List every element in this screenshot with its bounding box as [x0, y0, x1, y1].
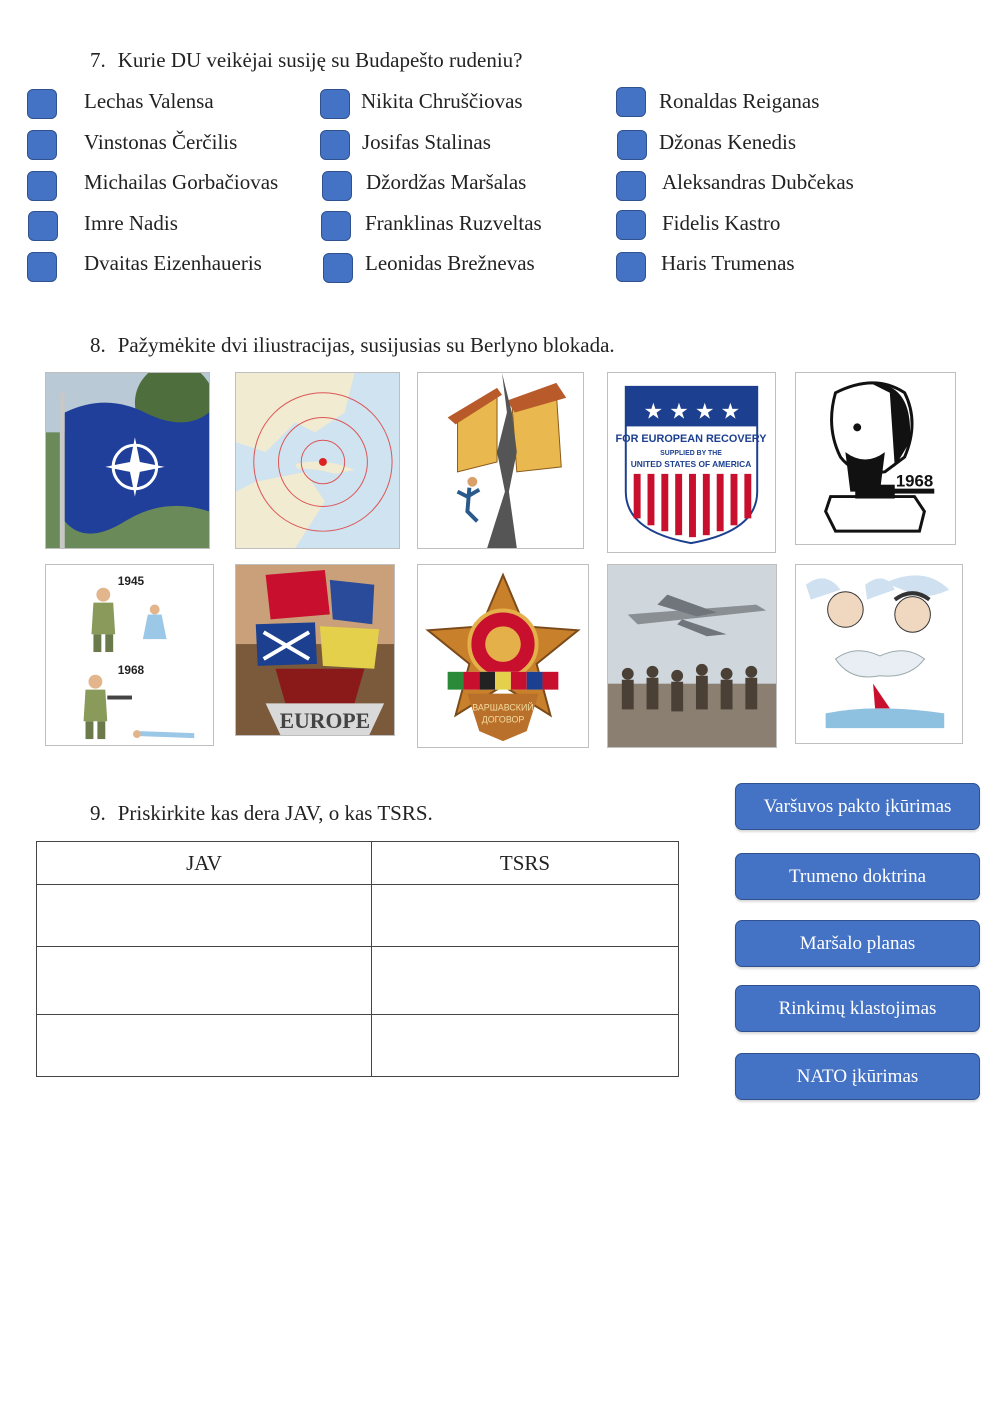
checkbox-11[interactable] [321, 211, 351, 241]
checkbox-10[interactable] [28, 211, 58, 241]
matching-table [36, 841, 679, 1077]
question-8-title: 8. Pažymėkite dvi iliustracijas, susijusias su Berlyno blokada. [90, 333, 615, 357]
checkbox-8[interactable] [322, 171, 352, 201]
checkbox-14[interactable] [323, 253, 353, 283]
checkbox-15[interactable] [616, 252, 646, 282]
option-label: Džordžas Maršalas [366, 170, 527, 194]
svg-text:★: ★ [694, 399, 715, 425]
erp-line-3: UNITED STATES OF AMERICA [630, 458, 752, 469]
option-label: Haris Trumenas [661, 251, 795, 275]
option-label: Imre Nadis [84, 211, 178, 235]
svg-text:★: ★ [720, 399, 741, 425]
badge-line-2: ДОГОВОР [481, 714, 525, 725]
option-label: Michailas Gorbačiovas [84, 170, 279, 194]
soldier-1945-1968-image[interactable] [45, 564, 214, 746]
checkbox-7[interactable] [27, 171, 57, 201]
europe-flags-ship-icon [236, 565, 394, 735]
angel-caricature-icon [796, 565, 962, 743]
drag-card-nato-ikurimas[interactable]: NATO įkūrimas [735, 1053, 980, 1100]
drop-zone-tsrs[interactable] [372, 885, 679, 947]
checkbox-1[interactable] [27, 89, 57, 119]
airlift-plane-image[interactable] [607, 564, 777, 748]
warsaw-pact-badge-icon [418, 565, 588, 747]
year-1945-label: 1945 [117, 573, 145, 588]
airlift-plane-icon [608, 565, 776, 747]
cuba-missile-map-icon [236, 373, 399, 548]
year-1968-label: 1968 [117, 662, 145, 677]
option-label: Fidelis Kastro [662, 211, 781, 235]
drag-card-trumeno-doktrina[interactable]: Trumeno doktrina [735, 853, 980, 900]
option-label: Vinstonas Čerčilis [84, 130, 238, 154]
question-7-title: 7. Kurie DU veikėjai susiję su Budapešto rudeniu? [90, 48, 523, 72]
option-label: Aleksandras Dubčekas [662, 170, 854, 194]
checkbox-12[interactable] [616, 210, 646, 240]
option-label: Lechas Valensa [84, 89, 214, 113]
year-label: 1968 [895, 471, 934, 491]
option-label: Dvaitas Eizenhaueris [84, 251, 262, 275]
checkbox-2[interactable] [320, 89, 350, 119]
checkbox-3[interactable] [616, 87, 646, 117]
option-label: Nikita Chruščiovas [361, 89, 523, 113]
europe-word: EUROPE [279, 709, 371, 734]
drag-card-marsalo-planas[interactable]: Maršalo planas [735, 920, 980, 967]
drag-card-rinkimu-klastojimas[interactable]: Rinkimų klastojimas [735, 985, 980, 1032]
checkbox-9[interactable] [616, 171, 646, 201]
warsaw-pact-badge-image[interactable] [417, 564, 589, 748]
europe-ship-image[interactable] [235, 564, 395, 736]
angel-caricature-image[interactable] [795, 564, 963, 744]
option-label: Josifas Stalinas [362, 130, 491, 154]
drop-zone-tsrs[interactable] [372, 947, 679, 1015]
erp-line-2: SUPPLIED BY THE [660, 450, 722, 458]
svg-text:★: ★ [669, 399, 689, 425]
option-label: Džonas Kenedis [659, 130, 797, 154]
question-9-title: 9. Priskirkite kas dera JAV, o kas TSRS. [90, 801, 433, 825]
crying-man-tank-icon [796, 373, 955, 544]
cuba-map-image[interactable] [235, 372, 400, 549]
drop-zone-tsrs[interactable] [372, 1015, 679, 1077]
checkbox-4[interactable] [27, 130, 57, 160]
checkbox-13[interactable] [27, 252, 57, 282]
drag-card-varsuvos-paktas[interactable]: Varšuvos pakto įkūrimas [735, 783, 980, 830]
drop-zone-jav[interactable] [37, 885, 372, 947]
european-recovery-shield-icon [608, 373, 775, 552]
svg-text:★: ★ [643, 399, 664, 425]
erp-line-1: FOR EUROPEAN RECOVERY [615, 433, 767, 446]
nato-flag-icon [46, 373, 209, 548]
badge-line-1: ВАРШАВСКИЙ [472, 702, 534, 713]
option-label: Leonidas Brežnevas [365, 251, 535, 275]
nato-flag-image[interactable] [45, 372, 210, 549]
drop-zone-jav[interactable] [37, 1015, 372, 1077]
soldier-1945-1968-icon [46, 565, 213, 745]
column-header-tsrs: TSRS [372, 842, 679, 885]
european-recovery-image[interactable] [607, 372, 776, 553]
option-label: Franklinas Ruzveltas [365, 211, 542, 235]
option-label: Ronaldas Reiganas [659, 89, 820, 113]
checkbox-6[interactable] [617, 130, 647, 160]
crying-man-tank-image[interactable] [795, 372, 956, 545]
column-header-jav: JAV [37, 842, 372, 885]
drop-zone-jav[interactable] [37, 947, 372, 1015]
checkbox-5[interactable] [320, 130, 350, 160]
cracked-house-icon [418, 373, 583, 548]
cracked-house-image[interactable] [417, 372, 584, 549]
